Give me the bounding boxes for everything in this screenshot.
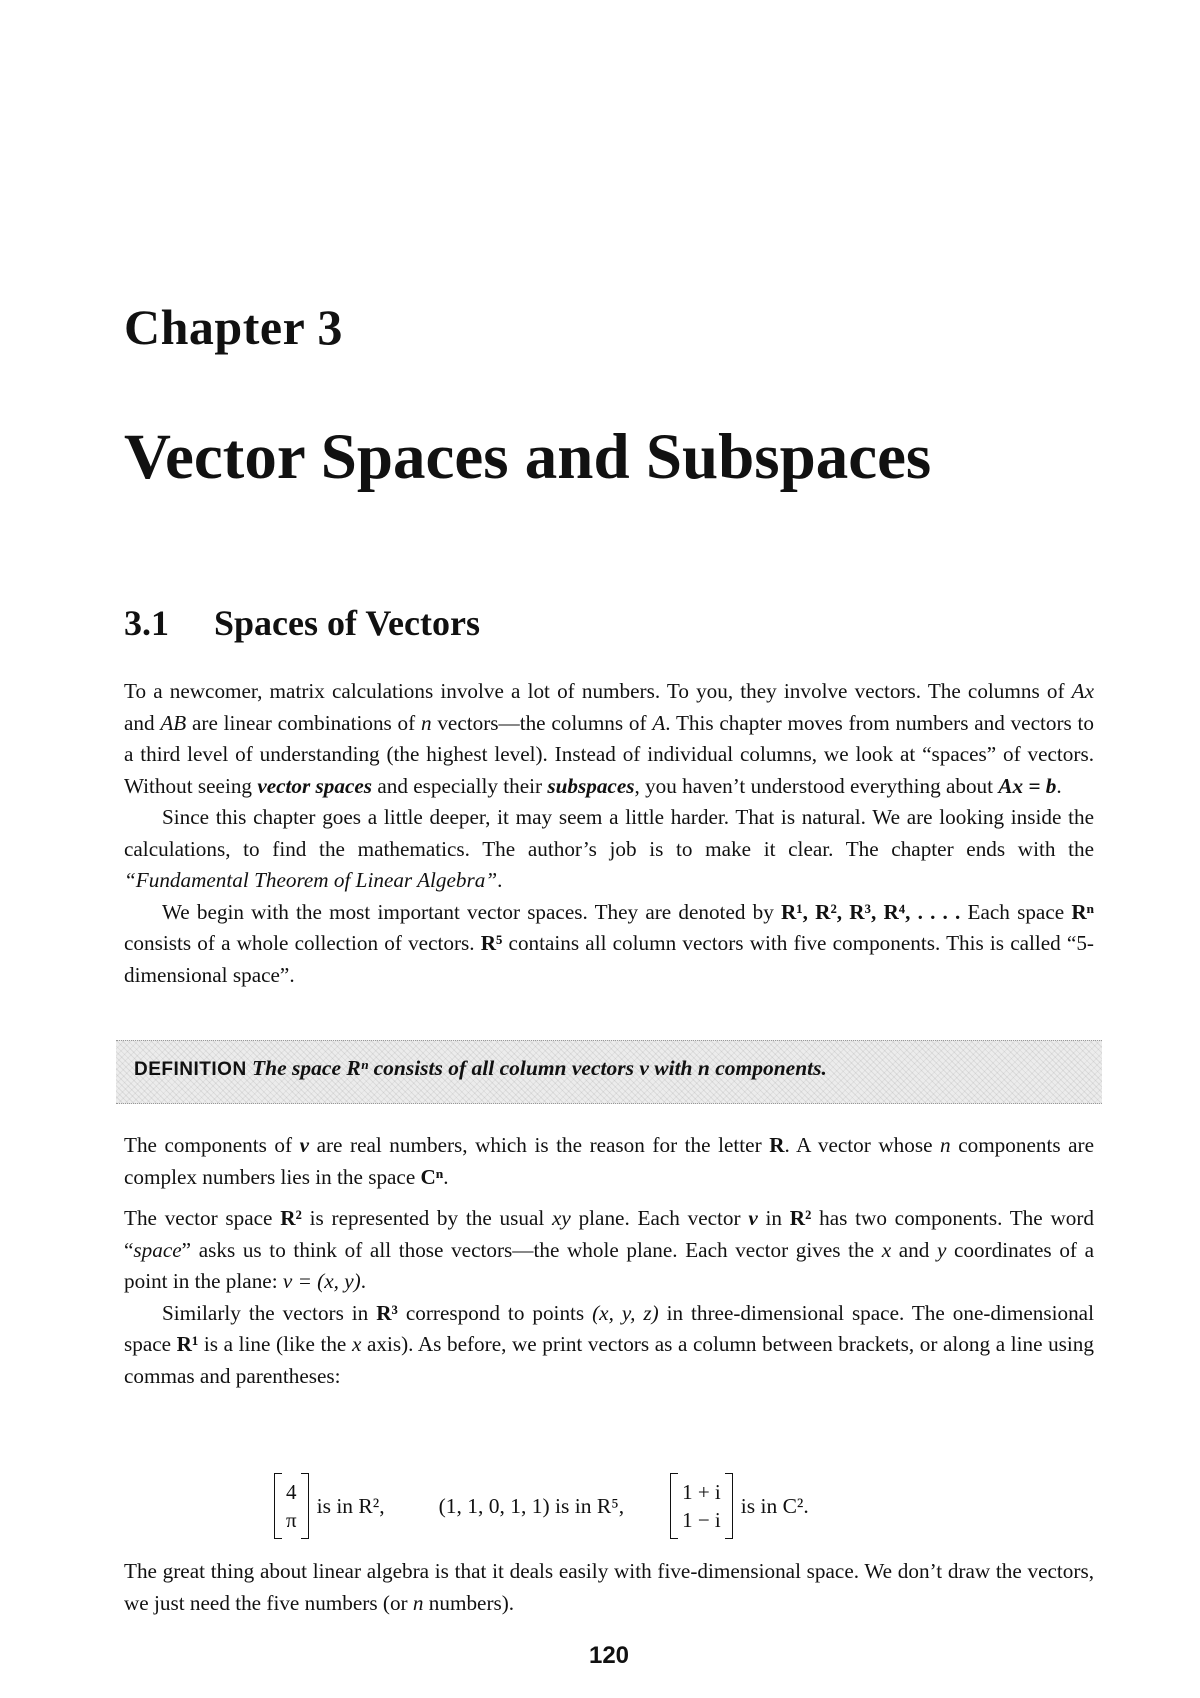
chapter-title: Vector Spaces and Subspaces: [124, 421, 932, 493]
paragraph-1: To a newcomer, matrix calculations involve a lot of numbers. To you, they involve vectors. The columns of Ax and AB are linear combinations of n vectors—the columns of A. This chapter moves from numbers and vectors to a third level of understanding (the highest level). Instead of individual columns, we look at “spaces” of vectors. Without seeing vector spaces and especially their subspaces, you haven’t understood everything about Ax = b.: [124, 679, 1095, 798]
column-vector-4-pi: 4 π: [274, 1473, 309, 1539]
example-2-text: (1, 1, 0, 1, 1) is in R⁵,: [438, 1493, 625, 1518]
closing-text: [124, 1556, 1094, 1619]
definition-text: [134, 1056, 827, 1081]
paragraph-5: The vector space R² is represented by the usual xy plane. Each vector v in R² has two components. The word “space” asks us to think of all those vectors—the whole plane. Each vector gives the x and y coordinates of a point in the plane: v = (x, y).: [124, 1206, 1095, 1293]
column-vector-complex: 1 + i 1 − i: [670, 1473, 733, 1539]
paragraph-7: The great thing about linear algebra is that it deals easily with five-dimensional space. We don’t draw the vectors, we just need the five numbers (or n numbers).: [124, 1559, 1094, 1615]
vector-examples: [274, 1466, 819, 1546]
section-title: Spaces of Vectors: [214, 603, 480, 643]
definition-box: [116, 1040, 1102, 1104]
intro-text: [124, 676, 1094, 991]
main-text: [124, 1130, 1094, 1392]
textbook-page: [124, 0, 1094, 1698]
section-number: 3.1: [124, 603, 169, 643]
paragraph-3: We begin with the most important vector spaces. They are denoted by R¹, R², R³, R⁴, . . . . Each space Rⁿ consists of a whole collection of vectors. R⁵ contains all column vectors with five components. This is called “5-dimensional space”.: [124, 899, 1094, 987]
definition-body: The space Rⁿ consists of all column vectors v with n components.: [252, 1056, 827, 1080]
definition-label: DEFINITION: [134, 1059, 247, 1080]
paragraph-2: Since this chapter goes a little deeper, it may seem a little harder. That is natural. We are looking inside the calculations, to find the mathematics. The author’s job is to make it clear. The chapter ends with the “Fundamental Theorem of Linear Algebra”.: [124, 805, 1094, 892]
page-number: 120: [588, 1642, 630, 1669]
example-1-text: is in R²,: [316, 1493, 385, 1518]
paragraph-4: The components of v are real numbers, which is the reason for the letter R. A vector whose n components are complex numbers lies in the space Cⁿ.: [124, 1133, 1094, 1189]
chapter-label: Chapter 3: [124, 299, 343, 355]
paragraph-6: Similarly the vectors in R³ correspond to points (x, y, z) in three-dimensional space. The one-dimensional space R¹ is a line (like the x axis). As before, we print vectors as a column between brackets, or along a line using commas and parentheses:: [124, 1300, 1094, 1388]
section-heading: [124, 602, 480, 644]
example-3-text: is in C².: [740, 1493, 809, 1518]
